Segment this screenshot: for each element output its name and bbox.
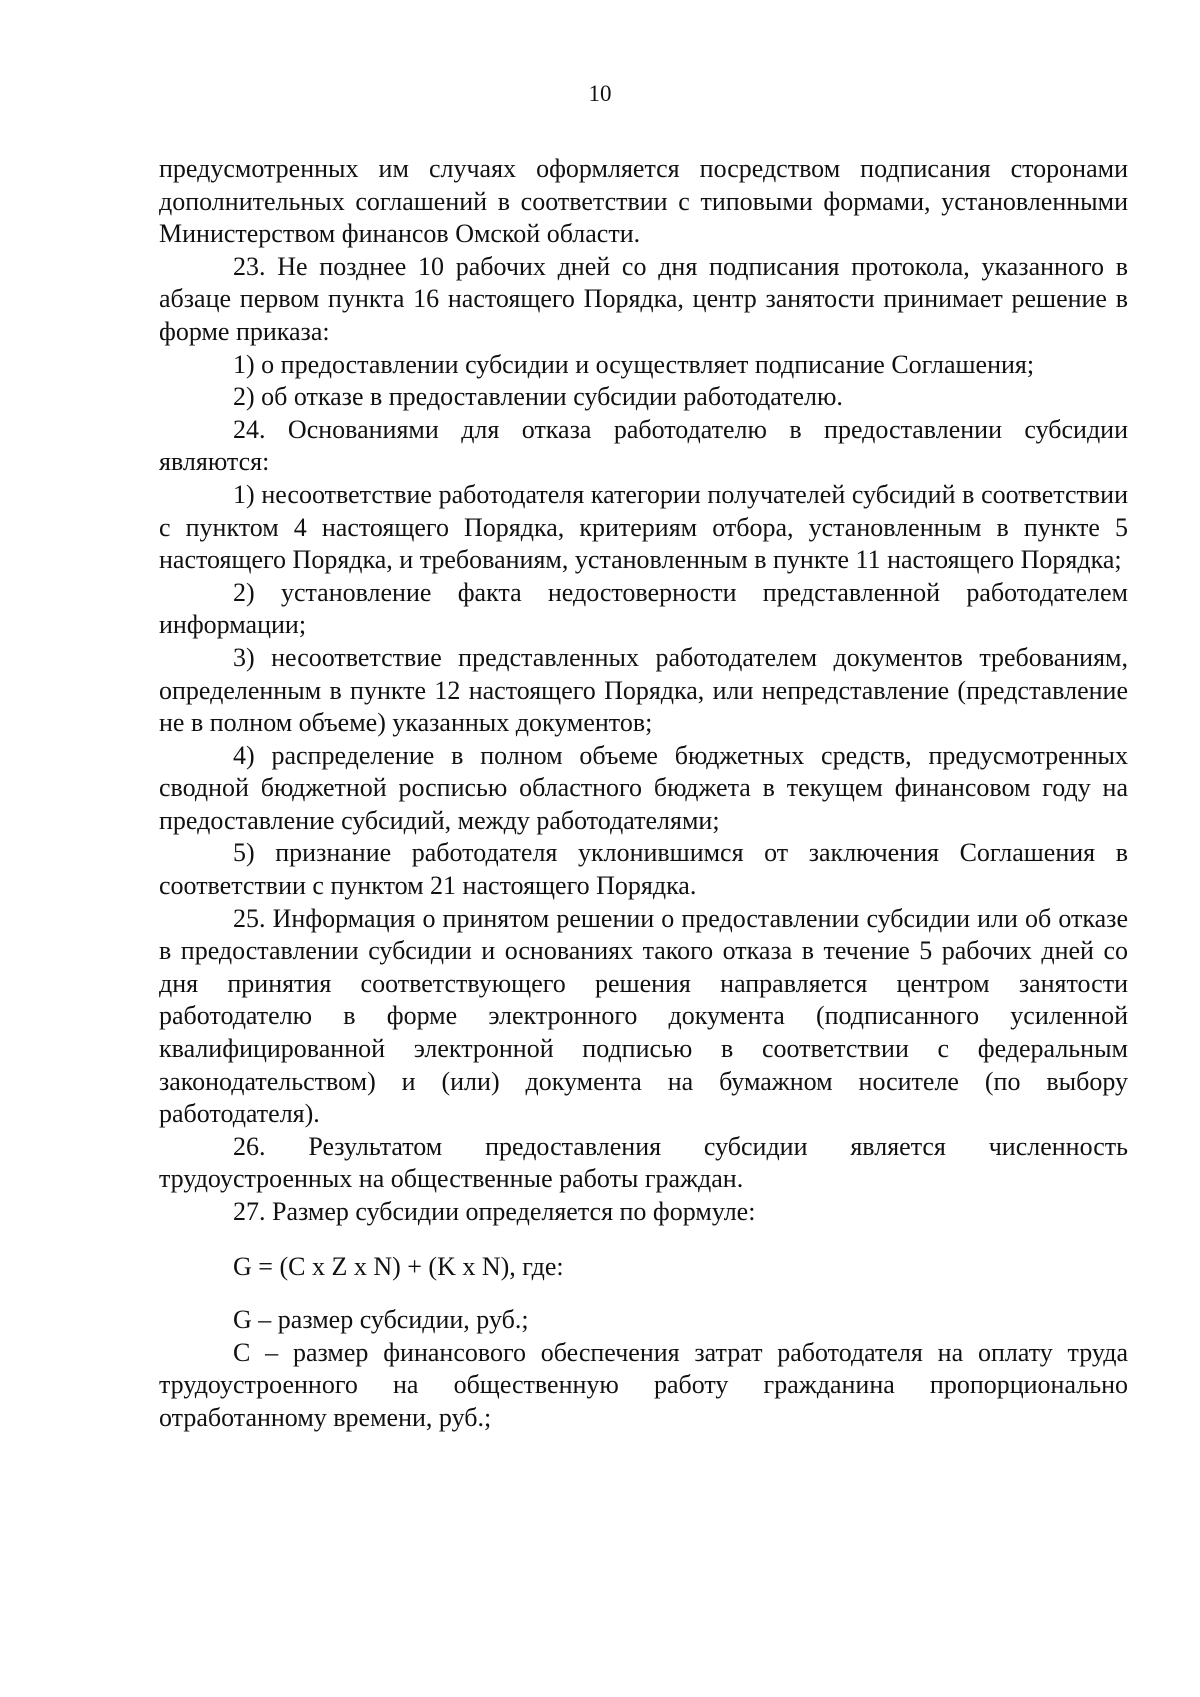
paragraph-24-item-3: 3) несоответствие представленных работодателем документов требованиям, определенным в пункте 12 настоящего Порядка, или непредставление (представление не в полном объеме) указанных документов; [159, 642, 1128, 738]
paragraph-23: 23. Не позднее 10 рабочих дней со дня подписания протокола, указанного в абзаце первом пункта 16 настоящего Порядка, центр занятости принимает решение в форме приказа: [159, 251, 1128, 346]
paragraph-23-item-1: 1) о предоставлении субсидии и осуществляет подписание Соглашения; [233, 349, 1035, 379]
page-number: 10 [588, 81, 612, 106]
paragraph-26: 26. Результатом предоставления субсидии является численность трудоустроенных на общественные работы граждан. [159, 1131, 1128, 1194]
formula-definition-c: C – размер финансового обеспечения затрат работодателя на оплату труда трудоустроенного на общественную работу гражданина пропорционально отработанному времени, руб.; [159, 1337, 1128, 1432]
paragraph-25: 25. Информация о принятом решении о предоставлении субсидии или об отказе в предоставлении субсидии и основаниях такого отказа в течение 5 рабочих дней со дня принятия соответствующего решения направляется центром занятости работодателю в форме электронного документа (подписанного усиленной квалифицированной электронной подписью в соответствии с федеральным законодательством) и (или) документа на бумажном носителе (по выбору работодателя). [159, 903, 1128, 1129]
subsidy-formula: G = (C x Z x N) + (K x N), где: [233, 1251, 564, 1281]
paragraph-continuation: предусмотренных им случаях оформляется посредством подписания сторонами дополнительных соглашений в соответствии с типовыми формами, установленными Министерством финансов Омской области. [159, 154, 1128, 249]
paragraph-24-item-2: 2) установление факта недостоверности представленной работодателем информации; [159, 577, 1128, 640]
formula-definition-g: G – размер субсидии, руб.; [233, 1305, 529, 1335]
paragraph-23-item-2: 2) об отказе в предоставлении субсидии работодателю. [233, 382, 843, 412]
paragraph-24-item-1: 1) несоответствие работодателя категории получателей субсидий в соответствии с пунктом 4 настоящего Порядка, критериям отбора, установленным в пункте 5 настоящего Порядка, и требованиям, установленным в пункте 11 настоящего Порядка; [159, 479, 1128, 575]
document-body [159, 153, 1128, 1435]
paragraph-27: 27. Размер субсидии определяется по формуле: [233, 1197, 756, 1226]
paragraph-24-item-5: 5) признание работодателя уклонившимся от заключения Соглашения в соответствии с пунктом 21 настоящего Порядка. [159, 838, 1128, 901]
paragraph-24-item-4: 4) распределение в полном объеме бюджетных средств, предусмотренных сводной бюджетной росписью областного бюджета в текущем финансовом году на предоставление субсидий, между работодателями; [159, 740, 1128, 835]
paragraph-24: 24. Основаниями для отказа работодателю в предоставлении субсидии являются: [159, 414, 1128, 477]
